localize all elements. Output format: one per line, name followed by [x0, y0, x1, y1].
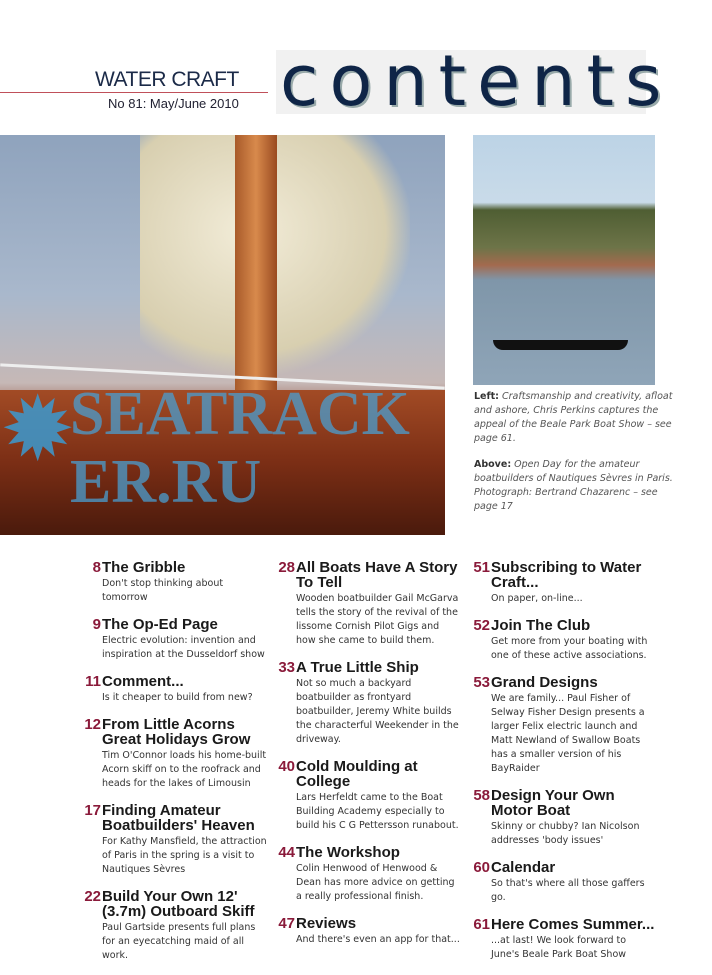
side-photo-lake-boats — [473, 135, 655, 385]
article-title: A True Little Ship — [296, 659, 419, 676]
page-number: 51 — [473, 559, 490, 576]
article-title: Subscribing to Water Craft... — [491, 559, 642, 591]
entry-body — [102, 560, 267, 605]
article-title: Join The Club — [491, 617, 591, 634]
page-number: 11 — [85, 673, 101, 690]
entry-body — [102, 617, 267, 662]
page-number: 17 — [84, 802, 101, 819]
article-description: Wooden boatbuilder Gail McGarva tells the story of the revival of the lissome Cornish Pilot Gigs and how she came to build them. — [296, 593, 459, 646]
entry-body — [102, 889, 267, 963]
article-description: Get more from your boating with one of these active associations. — [491, 636, 648, 661]
page-number: 8 — [92, 559, 101, 576]
contents-entry[interactable] — [471, 788, 656, 848]
entry-body — [296, 845, 461, 904]
page-number: 58 — [473, 787, 490, 804]
entry-body — [296, 916, 461, 947]
page-number: 52 — [473, 617, 490, 634]
page-number: 61 — [473, 916, 490, 933]
article-title: The Workshop — [296, 844, 400, 861]
entry-body — [491, 788, 656, 848]
entry-body — [296, 560, 461, 648]
contents-entry[interactable] — [82, 717, 267, 791]
article-description: Not so much a backyard boatbuilder as frontyard boatbuilder, Jeremy White builds the characterful Weekender in the driveway. — [296, 678, 459, 745]
magazine-brand: WATER CRAFT — [95, 68, 239, 91]
contents-entry[interactable] — [276, 845, 461, 904]
entry-body — [102, 717, 267, 791]
article-description: Colin Henwood of Henwood & Dean has more advice on getting a really professional finish. — [296, 863, 455, 902]
article-description: Lars Herfeldt came to the Boat Building Academy especially to build his C G Pettersson runabout. — [296, 792, 459, 831]
entry-body — [296, 660, 461, 747]
article-title: Reviews — [296, 915, 357, 932]
article-title: From Little Acorns Great Holidays Grow — [102, 716, 251, 748]
contents-entry[interactable] — [82, 803, 267, 877]
article-title: Build Your Own 12' (3.7m) Outboard Skiff — [102, 888, 255, 920]
photo-captions — [474, 390, 674, 526]
contents-entry[interactable] — [471, 917, 656, 962]
page-number: 60 — [473, 859, 490, 876]
entry-body — [491, 917, 656, 962]
watermark-star-icon: ✹ — [0, 380, 76, 482]
contents-entry[interactable] — [276, 560, 461, 648]
page-number: 33 — [278, 659, 295, 676]
page-number: 12 — [84, 716, 101, 733]
issue-info: No 81: May/June 2010 — [108, 96, 239, 111]
article-title: Calendar — [491, 859, 556, 876]
article-description: Don't stop thinking about tomorrow — [102, 578, 224, 603]
mast-shape — [235, 135, 277, 425]
article-description: So that's where all those gaffers go. — [491, 878, 645, 903]
contents-entry[interactable] — [82, 889, 267, 963]
article-description: ...at last! We look forward to June's Beale Park Boat Show — [491, 935, 627, 960]
article-description: Tim O'Connor loads his home-built Acorn skiff on to the roofrack and heads for the lakes of Limousin — [102, 750, 267, 789]
contents-entry[interactable] — [82, 617, 267, 662]
article-description: Is it cheaper to build from new? — [102, 692, 253, 703]
contents-entry[interactable] — [471, 560, 656, 606]
deck-shape — [0, 390, 445, 535]
caption-above: Above: Open Day for the amateur boatbuilders of Nautiques Sèvres in Paris. Photograph: Bertrand Chazarenc – see page 17 — [474, 459, 673, 512]
entry-body — [296, 759, 461, 833]
contents-entry[interactable] — [276, 660, 461, 747]
watermark-text: SEATRACKER.RU — [70, 380, 410, 516]
contents-column-1 — [82, 560, 267, 975]
article-title: Design Your Own Motor Boat — [491, 787, 615, 819]
page-number: 40 — [278, 758, 295, 775]
article-description: And there's even an app for that... — [296, 934, 460, 945]
article-description: On paper, on-line... — [491, 593, 583, 604]
article-title: Cold Moulding at College — [296, 758, 418, 790]
article-description: Paul Gartside presents full plans for an eyecatching maid of all work. — [102, 922, 256, 961]
contents-entry[interactable] — [471, 675, 656, 776]
article-title: Here Comes Summer... — [491, 916, 655, 933]
entry-body — [102, 674, 267, 705]
article-title: Comment... — [102, 673, 184, 690]
article-title: Finding Amateur Boatbuilders' Heaven — [102, 802, 255, 834]
page-number: 28 — [278, 559, 295, 576]
entry-body — [102, 803, 267, 877]
main-photo-boat-mast — [0, 135, 445, 535]
entry-body — [491, 675, 656, 776]
page-number: 22 — [84, 888, 101, 905]
contents-entry[interactable] — [471, 860, 656, 905]
article-description: Skinny or chubby? Ian Nicolson addresses 'body issues' — [491, 821, 640, 846]
contents-column-2 — [276, 560, 461, 959]
entry-body — [491, 618, 656, 663]
caption-left: Left: Craftsmanship and creativity, afloat and ashore, Chris Perkins captures the appeal of the Beale Park Boat Show – see page 61. — [474, 391, 673, 444]
article-title: Grand Designs — [491, 674, 598, 691]
contents-entry[interactable] — [82, 674, 267, 705]
contents-entry[interactable] — [471, 618, 656, 663]
gondola-shape — [493, 340, 628, 350]
article-description: For Kathy Mansfield, the attraction of Paris in the spring is a visit to Nautiques Sèvres — [102, 836, 267, 875]
header-divider — [0, 92, 268, 93]
page-number: 47 — [278, 915, 295, 932]
article-description: Electric evolution: invention and inspiration at the Dusseldorf show — [102, 635, 265, 660]
article-title: The Op-Ed Page — [102, 616, 218, 633]
entry-body — [491, 860, 656, 905]
contents-entry[interactable] — [82, 560, 267, 605]
contents-column-3 — [471, 560, 656, 974]
page-number: 44 — [278, 844, 295, 861]
article-description: We are family... Paul Fisher of Selway Fisher Design presents a larger Felix electric launch and Matt Newland of Swallow Boats has a smaller version of his BayRaider — [491, 693, 645, 774]
page-title: contents — [280, 40, 673, 122]
page-number: 9 — [92, 616, 101, 633]
article-title: All Boats Have A Story To Tell — [296, 559, 458, 591]
entry-body — [491, 560, 656, 606]
article-title: The Gribble — [102, 559, 186, 576]
page-number: 53 — [473, 674, 490, 691]
contents-entry[interactable] — [276, 916, 461, 947]
contents-entry[interactable] — [276, 759, 461, 833]
